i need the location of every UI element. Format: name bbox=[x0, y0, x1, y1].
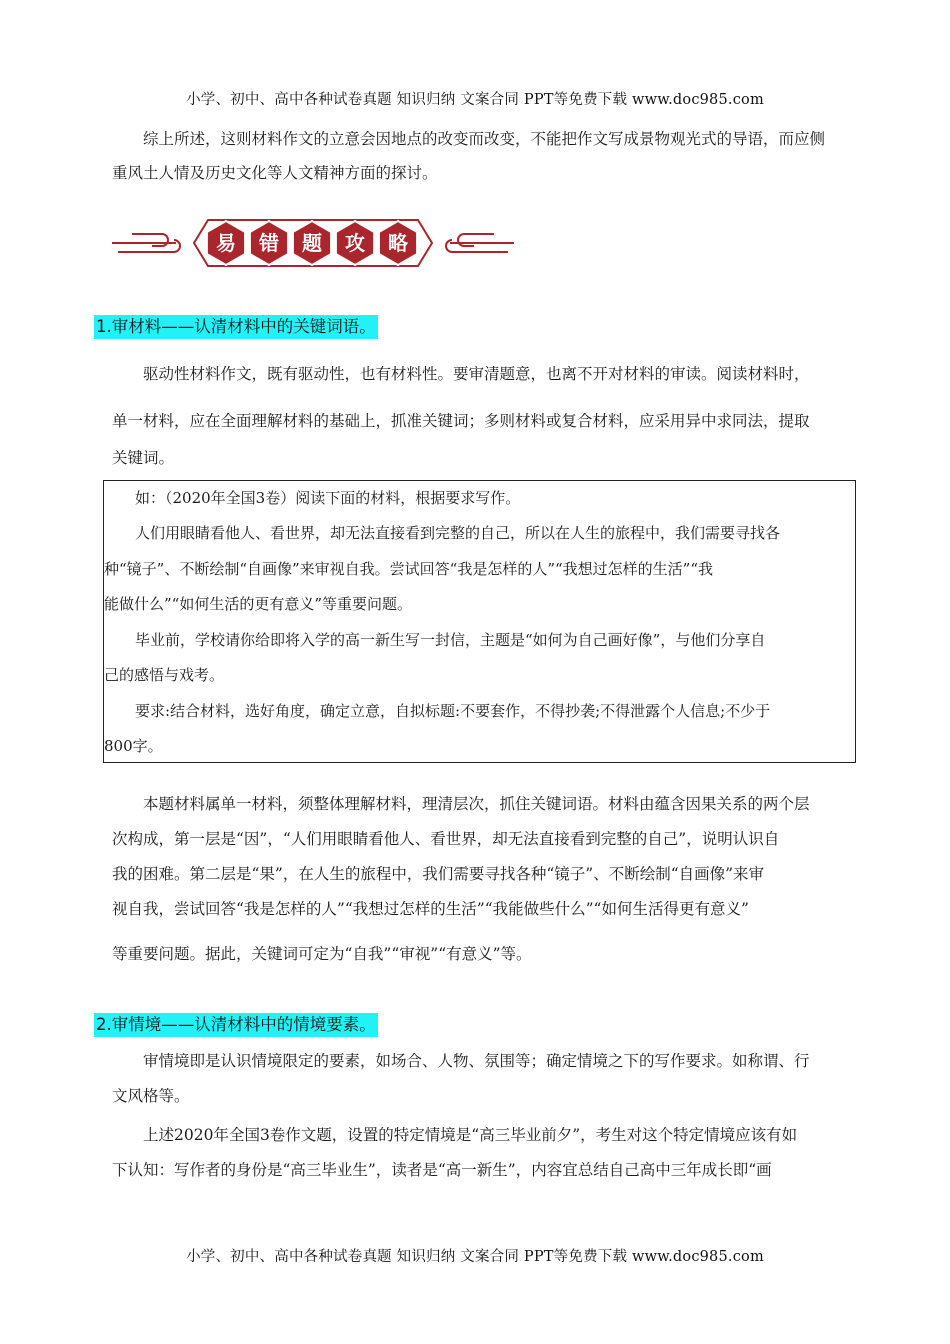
box-line-8: 800字。 bbox=[104, 737, 163, 755]
banner-char: 攻 bbox=[345, 231, 365, 255]
banner-char: 错 bbox=[259, 231, 279, 255]
banner-char: 略 bbox=[388, 231, 408, 255]
banner-char: 题 bbox=[302, 231, 322, 255]
analysis-line-2: 次构成，第一层是“因”，“人们用眼睛看他人、看世界，却无法直接看到完整的自己”，说明认识自 bbox=[112, 830, 780, 848]
box-line-3: 种“镜子”、不断绘制“自画像”来审视自我。尝试回答“我是怎样的人”“我想过怎样的生活”“我 bbox=[104, 560, 714, 578]
box-line-7: 要求:结合材料，选好角度，确定立意，自拟标题:不要套作，不得抄袭;不得泄露个人信息;不少于 bbox=[135, 702, 771, 720]
s1-para-line-3: 关键词。 bbox=[112, 449, 175, 467]
s2-para-line-3: 上述2020年全国3卷作文题，设置的特定情境是“高三毕业前夕”，考生对这个特定情境应该有如 bbox=[143, 1126, 798, 1144]
s1-para-line-2: 单一材料，应在全面理解材料的基础上，抓准关键词；多则材料或复合材料，应采用异中求同法，提取 bbox=[112, 412, 810, 430]
box-line-4: 能做什么”“如何生活的更有意义”等重要问题。 bbox=[104, 595, 413, 613]
s2-para-line-2: 文风格等。 bbox=[112, 1087, 190, 1105]
section-1-title: 1.审材料——认清材料中的关键词语。 bbox=[94, 315, 378, 339]
example-box bbox=[103, 480, 856, 763]
banner-char: 易 bbox=[216, 231, 236, 255]
page-header: 小学、初中、高中各种试卷真题 知识归纳 文案合同 PPT等免费下载 www.doc985.com bbox=[186, 92, 764, 108]
analysis-line-3: 我的困难。第二层是“果”，在人生的旅程中，我们需要寻找各种“镜子”、不断绘制“自画像”来审 bbox=[112, 865, 765, 883]
intro-line-2: 重风土人情及历史文化等人文精神方面的探讨。 bbox=[112, 164, 438, 182]
intro-line-1: 综上所述，这则材料作文的立意会因地点的改变而改变，不能把作文写成景物观光式的导语，而应侧 bbox=[143, 130, 826, 148]
s2-para-line-1: 审情境即是认识情境限定的要素，如场合、人物、氛围等；确定情境之下的写作要求。如称谓、行 bbox=[143, 1052, 810, 1070]
page-footer: 小学、初中、高中各种试卷真题 知识归纳 文案合同 PPT等免费下载 www.doc985.com bbox=[186, 1249, 764, 1265]
section-banner bbox=[108, 212, 518, 274]
analysis-line-5: 等重要问题。据此，关键词可定为“自我”“审视”“有意义”等。 bbox=[112, 945, 532, 963]
left-scroll-ornament bbox=[112, 234, 180, 252]
box-line-6: 己的感悟与戏考。 bbox=[104, 666, 225, 684]
box-line-1: 如：（2020年全国3卷）阅读下面的材料，根据要求写作。 bbox=[135, 489, 521, 507]
s1-para-line-1: 驱动性材料作文，既有驱动性，也有材料性。要审清题意，也离不开对材料的审读。阅读材料时， bbox=[143, 365, 810, 383]
box-line-5: 毕业前，学校请你给即将入学的高一新生写一封信，主题是“如何为自己画好像”，与他们分享自 bbox=[135, 631, 766, 649]
analysis-line-4: 视自我，尝试回答“我是怎样的人”“我想过怎样的生活”“我能做些什么”“如何生活得更有意义” bbox=[112, 900, 749, 918]
analysis-line-1: 本题材料属单一材料，须整体理解材料，理清层次，抓住关键词语。材料由蕴含因果关系的两个层 bbox=[143, 795, 810, 813]
box-line-2: 人们用眼睛看他人、看世界，却无法直接看到完整的自己，所以在人生的旅程中，我们需要寻找各 bbox=[135, 524, 781, 542]
s2-para-line-4: 下认知：写作者的身份是“高三毕业生”，读者是“高一新生”，内容宜总结自己高中三年成长即“画 bbox=[112, 1161, 772, 1179]
right-scroll-ornament bbox=[446, 234, 514, 252]
section-2-title: 2.审情境——认清材料中的情境要素。 bbox=[94, 1013, 378, 1037]
